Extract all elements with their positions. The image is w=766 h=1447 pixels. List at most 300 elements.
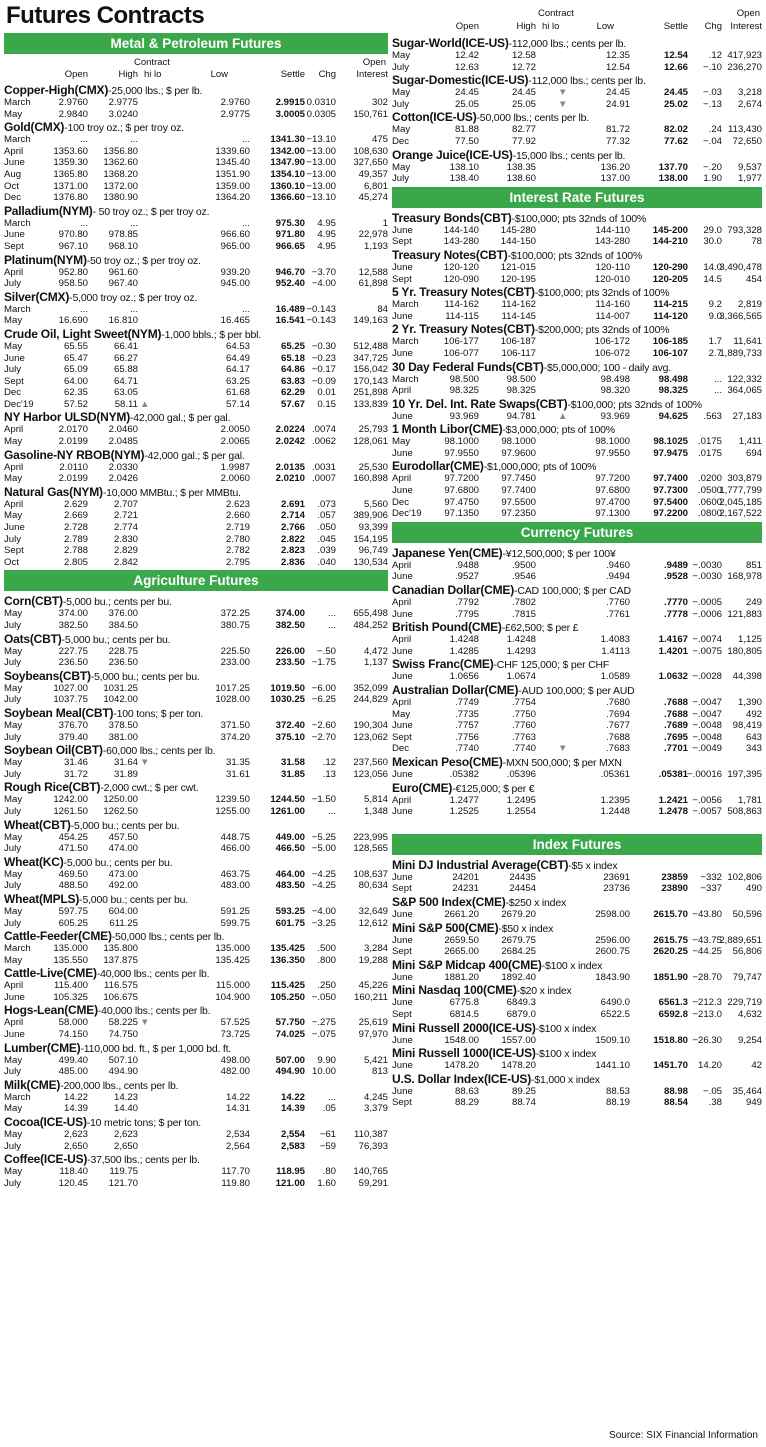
settle: 449.00 [275,831,305,843]
settle: .7688 [663,708,688,720]
table-row [4,943,388,955]
open: 64.00 [63,375,88,387]
low: 483.00 [220,880,250,892]
open: 97.4750 [444,496,479,508]
low: .7680 [605,697,630,708]
month: June [392,1060,413,1072]
open-interest: 9,254 [737,1034,762,1046]
open-interest: 149,163 [353,315,388,327]
month: Dec [392,743,410,755]
open-interest: 121,883 [727,608,762,620]
table-row [392,1097,762,1109]
header-low: Low [210,69,228,80]
high: 2679.75 [501,934,536,946]
contract-spec: -$200,000; pts 32nds of 100% [534,324,670,337]
high: 376.00 [108,608,138,620]
contract-name: Wheat [4,817,40,832]
low: 135.000 [215,943,250,955]
chg: −.0048 [692,720,722,732]
table-row [4,757,388,769]
exchange-code: (CME) [484,683,519,697]
contract-name: Mini Nasdaq 100 [392,983,484,998]
contract-name: Wheat [4,891,40,906]
table-row [4,1166,388,1178]
open: 138.40 [449,173,479,185]
table-row [392,311,762,323]
low: .7677 [605,720,630,732]
month: April [392,794,412,806]
open: 120-120 [443,261,479,273]
chg: −.0074 [692,634,722,646]
low: 945.00 [220,278,250,290]
open: 376.70 [58,719,88,731]
contract-name: 30 Day Federal Funds [392,359,513,374]
settle: 1261.00 [270,805,305,817]
table-row [4,869,388,881]
contract-title [392,1072,762,1086]
exchange-code: (CME) [480,583,515,598]
high: .7740 [511,743,536,755]
chg: −.00016 [687,768,722,780]
contract-title [392,73,762,87]
open-interest: 78 [751,236,762,248]
contract-title [4,290,388,304]
settle: 966.65 [275,240,305,252]
low: 2598.00 [595,908,630,920]
open-interest: 197,395 [727,768,762,780]
table-row [4,181,388,193]
month: June [4,157,25,169]
table-row [4,1141,388,1153]
settle: 2.836 [280,556,305,568]
contract-name: Corn [4,594,32,609]
low: 77.32 [605,135,630,147]
low: .7761 [605,608,630,620]
chg: −1.50 [311,794,336,806]
contract-title [4,706,388,720]
exchange-code: (ICE-US) [488,1046,536,1061]
table-row [4,980,388,992]
table-row [392,173,762,185]
high: 98.325 [506,385,536,397]
open-interest: 123,056 [353,768,388,780]
low: 371.50 [220,719,250,731]
table-row [392,972,762,984]
low: 104.900 [215,991,250,1003]
open-interest: 102,806 [727,871,762,883]
header-settle: Settle [280,69,305,80]
month: July [4,917,22,929]
open: 65.47 [63,352,88,364]
table-row [392,560,762,572]
open: 14.22 [63,1091,88,1103]
settle: 2.823 [280,545,305,557]
chg: 29.0 [703,224,722,236]
contract-title [4,448,388,462]
high: 138.35 [506,161,536,173]
open-interest: 12,612 [358,917,388,929]
contract-spec: -$50 x index [498,922,554,935]
table-row [4,399,388,411]
settle: 1360.10 [270,180,305,192]
high: 58.225 [108,1017,138,1029]
open: 2.9760 [58,97,88,108]
high: 98.500 [506,373,536,385]
open-interest: 484,252 [353,620,388,631]
low: 73.725 [220,1029,250,1041]
chg: −13.10 [306,192,336,204]
high: 24435 [509,871,536,883]
month: May [4,905,23,917]
low: 1.4083 [600,634,630,646]
settle: 137.70 [658,161,688,173]
open: 98.1000 [444,436,479,448]
chg: .38 [708,1097,722,1109]
settle: 952.40 [275,278,305,290]
open: 2.9840 [58,108,88,120]
section-spacer [392,818,762,832]
low: 1.2395 [600,794,630,806]
low: 57.525 [220,1017,250,1029]
settle: 2,554 [280,1129,305,1141]
high: 1368.20 [103,168,138,180]
month: June [392,768,413,780]
settle: 97.7400 [653,473,688,485]
open: .7740 [454,743,479,755]
open: 374.00 [58,608,88,620]
contract-name: 5 Yr. Treasury Notes [392,285,504,300]
exchange-code: (NYM) [127,326,162,341]
month: May [4,682,23,694]
open: 2.0170 [58,424,88,436]
open: 144-140 [443,224,479,236]
month: Sept [392,1008,412,1020]
exchange-code: (CME) [468,545,503,560]
high: 378.50 [108,719,138,731]
low: 12.54 [605,61,630,73]
chg: −0.23 [311,352,336,364]
contract-spec: -50,000 lbs.; cents per lb. [476,112,590,125]
settle: .7778 [663,608,688,620]
settle: 88.54 [663,1097,688,1109]
open: .7749 [454,697,479,708]
open-interest: 2,167,522 [719,508,762,520]
open: 93.969 [449,410,479,422]
table-row [4,620,388,632]
exchange-code: (CMX) [74,83,109,97]
low: 120-010 [594,273,630,285]
table-row [4,267,388,279]
high: 24.45 [511,87,536,99]
table-row [392,385,762,397]
chg: ... [328,1091,336,1103]
low: 498.00 [220,1054,250,1066]
header-hilo: hi lo [144,69,162,80]
left-column [4,0,388,1189]
high: 14.40 [113,1103,138,1115]
exchange-code: (ICE-US) [481,73,529,88]
high: 94.781 [506,410,536,422]
settle: 57.750 [275,1017,305,1029]
chg: −.050 [311,991,336,1003]
high: 2.0330 [108,461,138,473]
high: 1262.50 [103,805,138,817]
low: 106-072 [594,347,630,359]
contract-name: Sugar-World [392,36,462,50]
high: 66.27 [113,352,138,364]
low: 1339.60 [215,145,250,157]
settle: 593.25 [275,905,305,917]
table-row [4,1055,388,1067]
contract-title [392,983,762,997]
settle: 14.39 [280,1103,305,1115]
month: Dec [4,192,22,204]
open: 1548.00 [444,1034,479,1046]
high: 961.60 [108,266,138,278]
open-interest: 5,814 [363,794,388,806]
contract-spec: -CAD 100,000; $ per CAD [514,585,631,598]
chg: −.05 [703,1085,722,1097]
month: March [4,943,31,955]
exchange-code: (CBT) [475,247,508,262]
settle: .7770 [663,597,688,609]
low: 57.14 [225,398,250,410]
contract-spec: -AUD 100,000; $ per AUD [518,685,635,697]
table-row [392,732,762,744]
hilo-marker: ▲ [558,410,568,422]
month: May [4,436,23,448]
contract-title [4,632,388,646]
settle: 62.29 [280,387,305,399]
high: 604.00 [108,905,138,917]
exchange-code: (NYM) [53,252,87,267]
header-low: Low [596,21,614,32]
open: ... [80,217,88,229]
high: 381.00 [108,731,138,743]
open-interest: 122,332 [727,373,762,385]
contract-title [4,1152,388,1166]
month: June [392,608,413,620]
open-interest: 22,978 [358,229,388,241]
settle: 135.425 [270,943,305,955]
low: 2.9760 [220,97,250,108]
month: July [4,805,22,817]
high: 968.10 [108,240,138,252]
chg: .0800 [697,508,722,520]
month: Sept [4,240,24,252]
chg: 14.20 [697,1060,722,1072]
low: 939.20 [220,266,250,278]
contract-name: Mini Russell 2000 [392,1020,489,1035]
contract-name: Gold [4,120,31,135]
table-row [392,508,762,520]
contract-name: Oats [4,631,30,646]
chg: −26.30 [692,1034,722,1046]
table-row [392,236,762,248]
open-interest: 3,284 [363,943,388,955]
low: 1.9987 [220,461,250,473]
table-row [4,992,388,1004]
chg: .0175 [697,436,722,448]
low: 2.780 [225,533,250,545]
contract-spec: -40,000 lbs.; cents per lb. [96,968,210,981]
low: 23736 [603,883,630,895]
table-row [4,1092,388,1104]
open-interest: 655,498 [353,608,388,620]
exchange-code: (NYM) [110,447,145,462]
settle: 1341.30 [270,134,305,146]
open-interest: 123,062 [353,731,388,743]
open: 1.2477 [449,794,479,806]
chg: .12 [708,50,722,61]
settle: 2.0135 [275,461,305,473]
open: 1261.50 [53,805,88,817]
open-interest: 128,061 [353,436,388,448]
open-interest: 492 [745,708,762,720]
table-row [392,473,762,485]
open-interest: 223,995 [353,831,388,843]
chg: −43.80 [692,908,722,920]
month: Dec [392,496,410,508]
table-row [392,571,762,583]
table-row [392,697,762,709]
table-row [4,229,388,241]
open-interest: 3,379 [363,1103,388,1115]
chg: −.0049 [692,743,722,755]
contract-name: Mini DJ Industrial Average [392,857,537,872]
column-headers [392,0,762,36]
open: 488.50 [58,880,88,892]
contract-name: Wheat [4,854,40,869]
month: Sept [392,1097,412,1109]
open-interest: 168,978 [727,571,762,583]
contract-name: Copper-High [4,83,75,97]
low: .05361 [600,768,630,780]
table-row [392,1035,762,1047]
month: July [4,843,22,855]
low: 2600.75 [595,946,630,958]
settle: 97.7300 [653,485,688,497]
settle: 1.0632 [658,671,688,683]
open-interest: 1,348 [363,805,388,817]
contract-title [392,683,762,697]
high: 97.7450 [501,473,536,485]
settle: 31.85 [280,768,305,780]
month: June [392,1085,413,1097]
month: Dec'19 [392,508,422,520]
table-row [4,218,388,230]
month: May [392,708,411,720]
settle: 16.541 [275,315,305,327]
high: 1.2495 [506,794,536,806]
chg: 14.5 [703,273,722,285]
settle: 97.2200 [653,508,688,520]
month: March [4,303,31,315]
open-interest: 44,398 [732,671,762,683]
open-interest: 97,970 [358,1029,388,1041]
exchange-code: (CME) [418,780,453,795]
open-interest: 108,637 [353,868,388,880]
low: 120-110 [595,261,630,273]
section-header: Metal & Petroleum Futures [4,33,388,54]
contract-spec: -5,000 bu.; cents per bu. [90,670,200,683]
settle: 88.98 [663,1085,688,1097]
open-interest: 45,274 [358,192,388,204]
table-row [4,473,388,485]
settle: 97.5400 [653,496,688,508]
chg: −13.00 [306,168,336,180]
table-row [4,1066,388,1078]
open: 2661.20 [444,908,479,920]
contract-name: Hogs-Lean [4,1003,65,1018]
month: July [4,620,22,631]
open: .05382 [449,768,479,780]
chg: −.0030 [692,571,722,583]
contract-title [4,855,388,869]
contract-title [4,1078,388,1092]
contract-spec: -$100,000; pts 32nds of 100% [507,249,643,262]
high: ... [130,217,138,229]
exchange-code: (CBT) [68,780,101,795]
month: May [4,510,23,522]
section-header: Agriculture Futures [4,570,388,591]
contract-name: Crude Oil, Light Sweet [4,326,128,341]
table-row [4,192,388,204]
settle: 1.2478 [658,806,688,818]
settle: 2615.75 [653,934,688,946]
month: July [4,657,22,669]
chg: −.0005 [692,597,722,609]
month: Sept [392,883,412,895]
chg: .0031 [311,461,336,473]
open-interest: 364,065 [727,385,762,397]
table-row [392,909,762,921]
high: 82.77 [511,124,536,136]
high: 457.50 [108,831,138,843]
open: .9527 [454,571,479,583]
contract-spec: -50 troy oz.; $ per troy oz. [86,254,201,267]
exchange-code: (KC) [39,854,64,869]
high: .7754 [511,697,536,708]
chg: −337 [700,883,722,895]
open: 24.45 [454,87,479,99]
exchange-code: (CBT) [31,594,63,609]
contract-title [4,669,388,683]
month: May [392,436,411,448]
exchange-code: (CBT) [512,359,544,374]
open: 120-090 [443,273,479,285]
high: 89.25 [511,1085,536,1097]
contract-name: Treasury Bonds [392,210,480,225]
open-interest: 851 [745,559,762,571]
month: May [4,1054,23,1066]
open: 1.4248 [449,634,479,646]
contract-spec: -5,000 bu.; cents per bu. [61,633,171,646]
settle: 1366.60 [270,192,305,204]
table-row [4,241,388,253]
chg: −1.75 [311,657,336,669]
table-row [4,1029,388,1041]
open: 1881.20 [444,971,479,983]
open-interest: 244,829 [353,694,388,706]
settle: 1451.70 [653,1060,688,1072]
table-row [392,795,762,807]
chg: −.20 [703,161,722,173]
exchange-code: (CME) [468,754,503,769]
open: 1037.75 [53,694,88,706]
contract-spec: -5,000 bu.; cents per bu. [70,819,180,832]
high: .7802 [511,597,536,609]
